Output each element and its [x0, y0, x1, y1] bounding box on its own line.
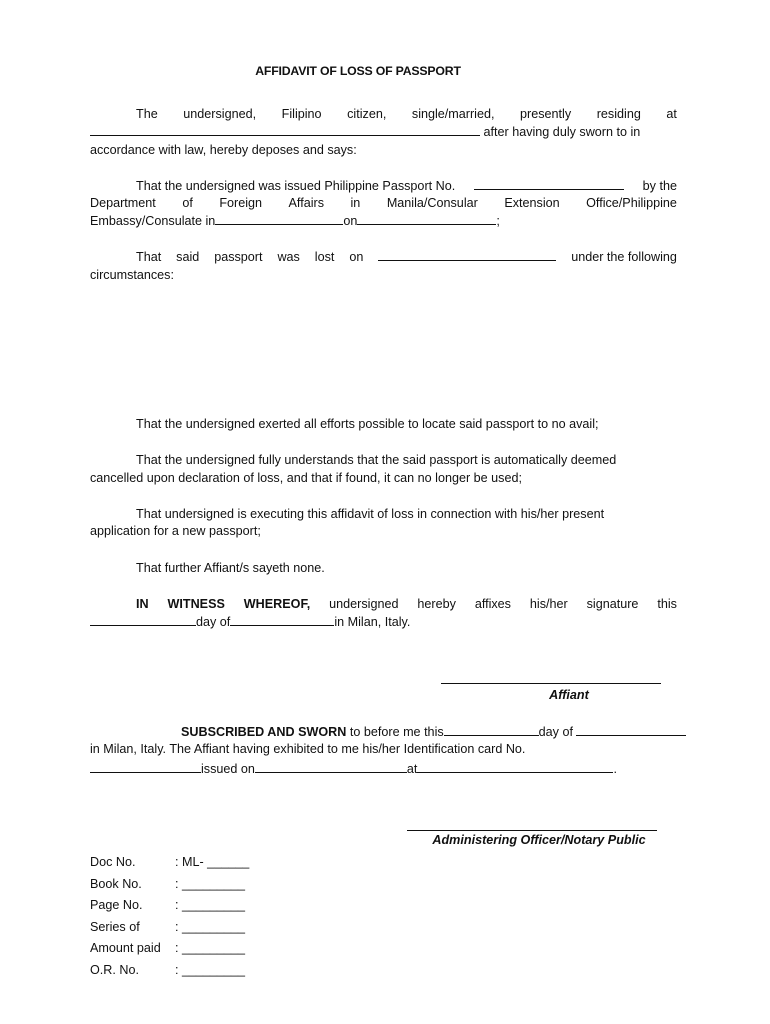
- notarial-details: [90, 852, 249, 981]
- id-issue-place-blank[interactable]: [417, 760, 613, 773]
- paragraph-1-line-1: The undersigned, Filipino citizen, single/married, presently residing at: [136, 107, 677, 121]
- id-issue-date-blank[interactable]: [255, 760, 407, 773]
- notary-label: Administering Officer/Notary Public: [432, 833, 646, 847]
- meta-row-doc-no: Doc No. : ML- ______: [90, 855, 250, 869]
- paragraph-8-line-1: IN WITNESS WHEREOF, undersigned hereby affixes his/her signature this: [136, 597, 677, 611]
- paragraph-7: That further Affiant/s sayeth none.: [136, 561, 325, 575]
- id-card-number-blank[interactable]: [90, 760, 201, 773]
- notary-signature-line[interactable]: [407, 830, 657, 831]
- issue-date-blank[interactable]: [357, 212, 496, 225]
- paragraph-2-line-2: Department of Foreign Affairs in Manila/Consular Extension Office/Philippine: [90, 196, 677, 210]
- paragraph-2-line-1: That the undersigned was issued Philippine Passport No. by the: [136, 179, 677, 193]
- paragraph-5-line-2: cancelled upon declaration of loss, and that if found, it can no longer be used;: [90, 471, 522, 485]
- meta-row-page-no: Page No. : _________: [90, 898, 246, 912]
- meta-row-series: Series of : _________: [90, 919, 246, 934]
- jurat-line-1: SUBSCRIBED AND SWORN to before me this day of: [90, 723, 677, 741]
- paragraph-1-line-2: after having duly sworn to in: [90, 123, 677, 141]
- jurat-line-2: in Milan, Italy. The Affiant having exhibited to me his/her Identification card No.: [90, 742, 526, 756]
- issuing-office-blank[interactable]: [215, 212, 343, 225]
- document-title: AFFIDAVIT OF LOSS OF PASSPORT: [255, 64, 461, 78]
- affiant-signature-line[interactable]: [441, 683, 661, 684]
- passport-number-blank[interactable]: [474, 177, 624, 190]
- witness-day-blank[interactable]: [90, 613, 196, 626]
- jurat-line-3: issued on at .: [90, 760, 677, 778]
- witness-month-blank[interactable]: [230, 613, 334, 626]
- loss-date-blank[interactable]: [378, 248, 556, 261]
- paragraph-3-line-2: circumstances:: [90, 268, 174, 282]
- meta-row-book-no: Book No. : _________: [90, 876, 246, 891]
- paragraph-8-line-2: day of in Milan, Italy.: [90, 613, 677, 631]
- paragraph-3-line-1: That said passport was lost on under the following: [136, 250, 677, 264]
- paragraph-5-line-1: That the undersigned fully understands that the said passport is automatically deemed: [136, 453, 617, 467]
- paragraph-6-line-2: application for a new passport;: [90, 524, 261, 538]
- paragraph-6-line-1: That undersigned is executing this affidavit of loss in connection with his/her present: [136, 507, 605, 521]
- paragraph-1-line-3: accordance with law, hereby deposes and says:: [90, 143, 357, 157]
- jurat-month-blank[interactable]: [576, 723, 686, 736]
- jurat-day-blank[interactable]: [444, 723, 539, 736]
- paragraph-4: That the undersigned exerted all efforts possible to locate said passport to no avail;: [136, 417, 599, 431]
- affiant-label: Affiant: [549, 688, 589, 702]
- residence-blank[interactable]: [90, 123, 480, 136]
- meta-row-or-no: O.R. No. : _________: [90, 962, 246, 977]
- paragraph-2-line-3: Embassy/Consulate in on ;: [90, 214, 500, 228]
- meta-row-amount-paid: Amount paid : _________: [90, 941, 246, 955]
